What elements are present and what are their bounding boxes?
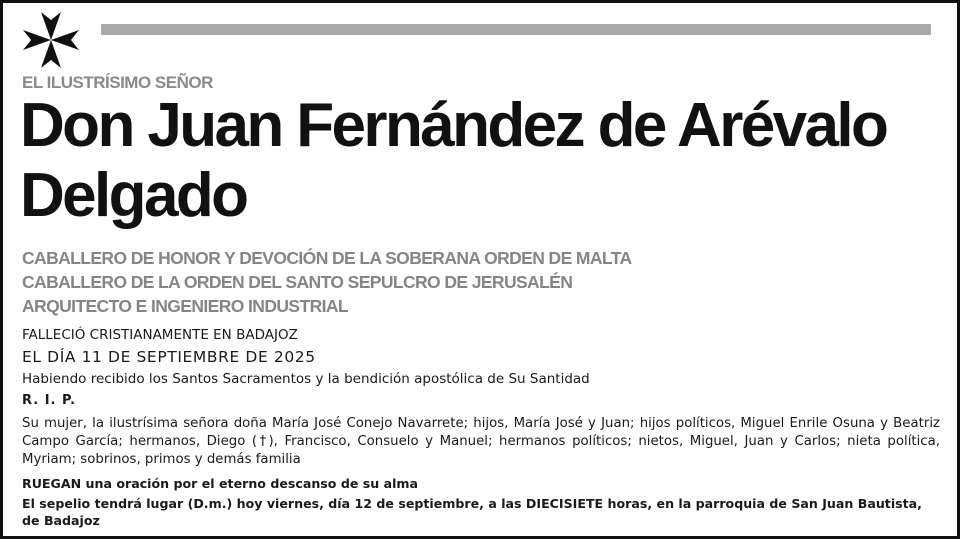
funeral-details: El sepelio tendrá lugar (D.m.) hoy viernes, día 12 de septiembre, a las DIECISIETE horas, en la parroquia de San Juan Bautista, de Badajoz	[22, 496, 922, 528]
rip: R. I. P.	[22, 393, 77, 408]
title-line: CABALLERO DE HONOR Y DEVOCIÓN DE LA SOBERANA ORDEN DE MALTA	[22, 248, 632, 268]
prayer-request	[22, 476, 418, 491]
family-paragraph: Su mujer, la ilustrísima señora doña María José Conejo Navarrete; hijos, María José y Juan; hijos políticos, Miguel Enrile Osuna y Beatriz Campo García; hermanos, Diego (†), Francisco, Consuelo y Manuel; hermanos políticos; nietos, Miguel, Juan y Carlos; nieta política, Myriam; sobrinos, primos y demás familia	[22, 416, 940, 467]
prayer-lead: RUEGAN	[22, 476, 82, 491]
titles-list	[22, 246, 632, 318]
honorific: EL ILUSTRÍSIMO SEÑOR	[22, 73, 213, 92]
deceased-name: Don Juan Fernández de Arévalo Delgado	[20, 91, 887, 230]
maltese-cross-icon	[21, 10, 81, 70]
header-rule	[101, 24, 931, 35]
title-line: CABALLERO DE LA ORDEN DEL SANTO SEPULCRO DE JERUSALÉN	[22, 272, 573, 292]
prayer-text: una oración por el eterno descanso de su alma	[81, 476, 419, 491]
sacraments-line: Habiendo recibido los Santos Sacramentos y la bendición apostólica de Su Santidad	[22, 371, 590, 387]
death-place: FALLECIÓ CRISTIANAMENTE EN BADAJOZ	[22, 327, 298, 343]
title-line: ARQUITECTO E INGENIERO INDUSTRIAL	[22, 296, 349, 316]
death-date: EL DÍA 11 DE SEPTIEMBRE DE 2025	[22, 348, 316, 366]
